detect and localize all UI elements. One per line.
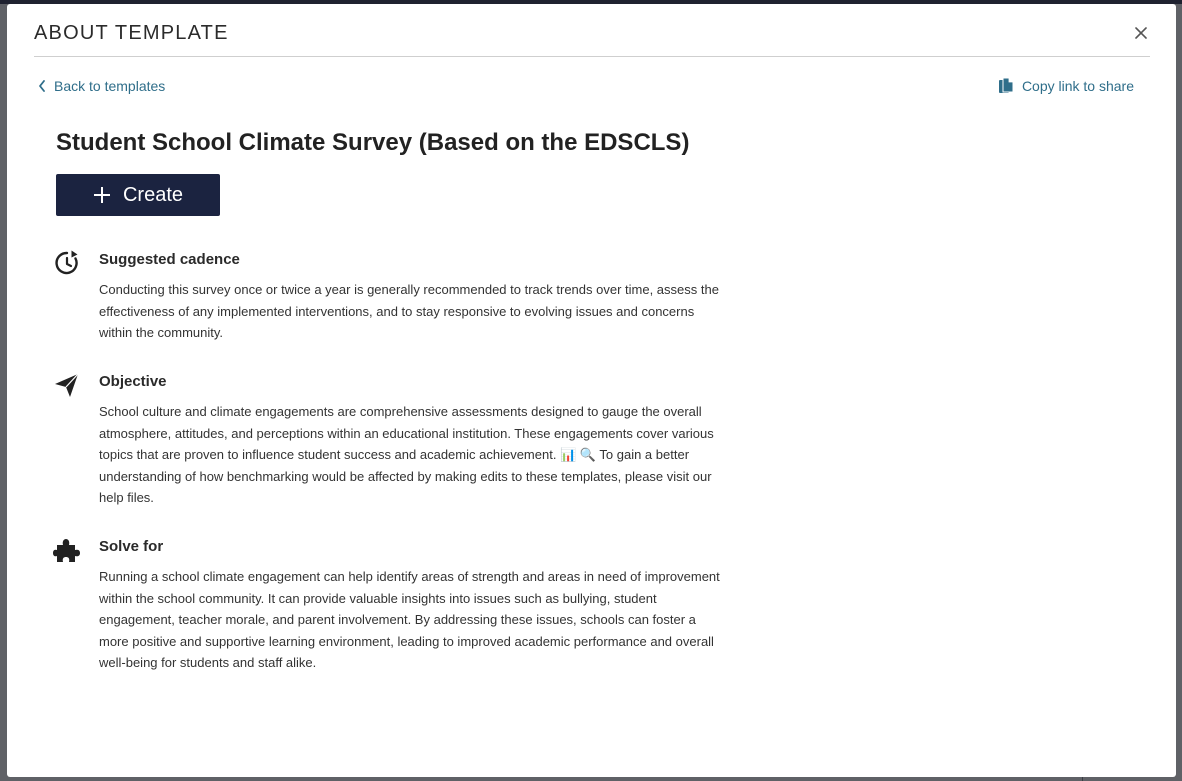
section-body: School culture and climate engagements are comprehensive assessments designed to gauge the overall atmosphere, attitudes, and perceptions within an educational institution. These engagements cover various topics that are proven to influence student success and academic achievement. 📊 🔍 To gain a better understanding of how benchmarking would be affected by making edits to these templates, please visit our help files. <box>99 404 714 506</box>
cadence-clock-icon <box>53 249 81 277</box>
paper-plane-icon <box>53 371 81 399</box>
section-objective <box>53 371 733 511</box>
modal-title: ABOUT TEMPLATE <box>34 22 229 44</box>
template-title: Student School Climate Survey (Based on the EDSCLS) <box>56 129 690 156</box>
plus-icon <box>93 186 111 204</box>
back-link-label: Back to templates <box>54 78 166 94</box>
chevron-left-icon <box>37 79 47 93</box>
copy-document-icon <box>998 77 1014 95</box>
copy-link-label: Copy link to share <box>1021 78 1134 94</box>
section-heading: Solve for <box>99 538 164 555</box>
about-template-modal <box>7 4 1176 777</box>
create-button[interactable] <box>56 174 220 216</box>
section-heading: Suggested cadence <box>99 251 240 268</box>
section-solve-for <box>53 536 733 676</box>
puzzle-piece-icon <box>53 536 81 564</box>
create-button-label: Create <box>122 183 184 206</box>
back-to-templates-link[interactable] <box>37 78 165 94</box>
section-body: Running a school climate engagement can help identify areas of strength and areas in need of improvement within the school community. It can provide valuable insights into issues such as bullying, student engagement, teacher morale, and parent involvement. By addressing these issues, schools can foster a more positive and supportive learning environment, leading to improved academic performance and overall well-being for students and staff alike. <box>99 569 720 671</box>
section-body: Conducting this survey once or twice a year is generally recommended to track trends over time, assess the effectiveness of any implemented interventions, and to stay responsive to evolving issues and concerns within the community. <box>99 282 719 341</box>
copy-link-button[interactable] <box>998 77 1134 95</box>
modal-header <box>34 22 1150 57</box>
close-icon[interactable] <box>1132 24 1150 42</box>
section-heading: Objective <box>99 373 167 390</box>
section-suggested-cadence <box>53 249 733 349</box>
